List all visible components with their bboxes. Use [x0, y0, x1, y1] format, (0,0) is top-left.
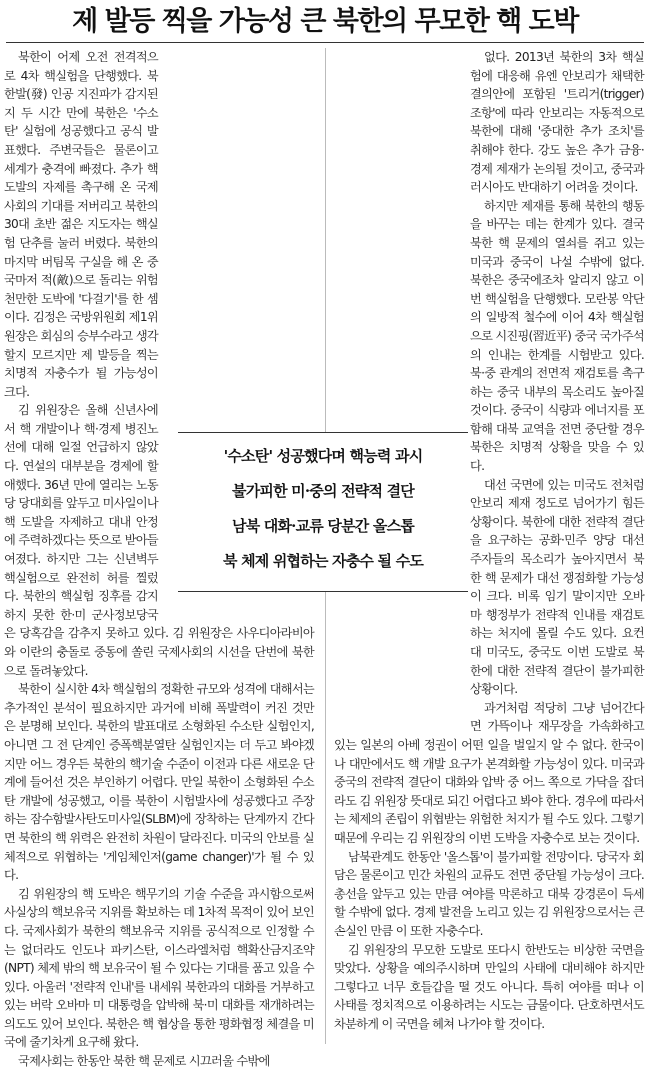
pullquote-box: [178, 432, 468, 592]
paragraph: 김 위원장의 핵 도박은 핵무기의 기술 수준을 과시함으로써 사실상의 핵보유국 지위를 확보하는 데 1차적 목적이 있어 보인다. 국제사회가 북한의 핵보유국 지위를 공식적으로 인정할 수는 없더라도 인도나 파키스탄, 이스라엘처럼 핵확산금지조약(NPT) 체제 밖의 핵 보유국이 될 수 있다는 기대를 품고 있을 수 있다. 아울러 '전략적 인내'를 내세워 북한과의 대화를 거부하고 있는 버락 오바마 미 대통령을 압박해 북·미 대화를 재개하려는 의도도 있어 보인다. 북한은 핵 협상을 통한 평화협정 체결을 미국에 줄기차게 요구해 왔다.: [4, 886, 314, 1050]
pullquote-line: '수소탄' 성공했다며 핵능력 과시: [223, 447, 423, 465]
paragraph: 대선 국면에 있는 미국도 전처럼 안보리 제재 정도로 넘어가기 힘든 상황이다. 북한에 대한 전략적 결단을 요구하는 공화·민주 양당 대선 주자들의 목소리가 높아지면서 북한 핵 문제가 대선 쟁점화할 가능성이 크다. 비록 임기 말이지만 오바마 행정부가 전략적 인내를 재검토하는 처지에 몰릴 수도 있다. 요컨대 미국도, 중국도 이번 도발로 북한에 대한 전략적 결단이 불가피한 상황이다.: [470, 477, 644, 697]
paragraph: 김 위원장의 무모한 도발로 또다시 한반도는 비상한 국면을 맞았다. 상황을 예의주시하며 만일의 사태에 대비해야 하지만 그렇다고 너무 호들갑을 떨 것도 아니다. 특히 여야를 떠나 이 사태를 정치적으로 이용하려는 시도는 금물이다. 단호하면서도 차분하게 이 국면을 헤쳐 나가야 할 것이다.: [334, 942, 644, 1031]
paragraph: 없다. 2013년 북한의 3차 핵실험에 대응해 유엔 안보리가 채택한 결의안에 포함된 '트리거(trigger) 조항'에 따라 안보리는 자동적으로 북한에 대해 '중대한 추가 조치'를 취해야 한다. 강도 높은 추가 금융·경제 제재가 논의될 것이고, 중국과 러시아도 반대하기 어려울 것이다.: [470, 50, 644, 195]
paragraph: 북한이 실시한 4차 핵실험의 정확한 규모와 성격에 대해서는 추가적인 분석이 필요하지만 과거에 비해 폭발력이 커진 것만은 분명해 보인다. 북한의 발표대로 소형화된 수소탄 실험인지, 아니면 그 전 단계인 증폭핵분열탄 실험인지는 더 두고 봐야겠지만 어느 경우든 북한의 핵기술 수준이 이전과 다른 새로운 단계에 들어선 것은 부인하기 어렵다. 만일 북한이 소형화된 수소탄 개발에 성공했고, 이를 북한이 시험발사에 성공했다고 주장하는 잠수함발사탄도미사일(SLBM)에 장착하는 단계까지 간다면 북한의 핵 위력은 완전히 차원이 달라진다. 미국의 안보를 실체적으로 위협하는 '게임체인저(game changer)'가 될 수 있다.: [4, 682, 314, 883]
paragraph: 과거처럼 적당히 그냥 넘어간다면 가뜩이나 재무장을 가속화하고 있는 일본의 아베 정권이 어떤 일을 벌일지 알 수 없다. 한국이나 대만에서도 핵 개발 요구가 본격화할 가능성이 있다. 미국과 중국의 전략적 결단이 대화와 압박 중 어느 쪽으로 가닥을 잡더라도 김 위원장 뜻대로 되긴 어렵다고 봐야 한다. 경우에 따라서는 체제의 존립이 위협받는 위험한 처지가 될 수도 있다. 그렇기 때문에 우리는 김 위원장의 이번 도박을 자충수로 보는 것이다.: [334, 700, 644, 845]
paragraph: 국제사회는 한동안 북한 핵 문제로 시끄러울 수밖에: [18, 1054, 270, 1069]
pullquote-line: 북 체제 위협하는 자충수 될 수도: [222, 552, 424, 570]
headline: 제 발등 찍을 가능성 큰 북한의 무모한 핵 도박: [72, 6, 578, 37]
pullquote-line: 불가피한 미·중의 전략적 결단: [232, 482, 414, 500]
paragraph: 하지만 제재를 통해 북한의 행동을 바꾸는 데는 한계가 있다. 결국 북한 핵 문제의 열쇠를 쥐고 있는 미국과 중국이 나설 수밖에 없다. 북한은 중국에조차 알리지 않고 이번 핵실험을 단행했다. 모란봉 악단의 일방적 철수에 이어 4차 핵실험으로 시진핑(習近平) 중국 국가주석의 인내는 한계를 시험받고 있다. 북·중 관계의 전면적 재검토를 촉구하는 중국 내부의 목소리도 높아질 것이다. 중국이 식량과 에너지를 포함해 대북 교역을 전면 중단할 경우 북한은 치명적 상황을 맞을 수 있다.: [470, 198, 644, 474]
paragraph: 남북관계도 한동안 '올스톱'이 불가피할 전망이다. 당국자 회담은 물론이고 민간 차원의 교류도 전면 중단될 가능성이 크다. 총선을 앞두고 있는 만큼 여야를 막론하고 대북 강경론이 득세할 수밖에 없다. 경제 발전을 노리고 있는 김 위원장으로서는 큰 손실인 만큼 이 또한 자충수다.: [334, 849, 644, 938]
pullquote-line: 남북 대화·교류 당분간 올스톱: [232, 517, 414, 535]
paragraph: 북한이 어제 오전 전격적으로 4차 핵실험을 단행했다. 북한발(發) 인공 지진파가 감지된 지 두 시간 만에 북한은 '수소탄' 실험에 성공했다고 공식 발표했다. 주변국들은 물론이고 세계가 충격에 빠졌다. 추가 핵 도발의 자제를 촉구해 온 국제사회의 기대를 저버리고 북한의 30대 초반 젊은 지도자는 핵실험 단추를 눌러 버렸다. 북한의 마지막 버팀목 구실을 해 온 중국마저 적(敵)으로 돌리는 위험천만한 도박에 '다걸기'를 한 셈이다. 김정은 국방위원회 제1위원장은 회심의 승부수라고 생각할지 모르지만 제 발등을 찍는 치명적 자충수가 될 가능성이 크다.: [4, 50, 158, 399]
headline-rule: [6, 42, 644, 43]
paragraph: 김 위원장은 올해 신년사에서 핵 개발이나 핵·경제 병진노선에 대해 일절 언급하지 않았다. 연설의 대부분을 경제에 할애했다. 36년 만에 열리는 노동당 당대회를 앞두고 미사일이나 핵 도발을 자제하고 대내 안정에 주력하겠다는 뜻으로 받아들여졌다. 하지만 그는 신년벽두 핵실험으로 완전히 허를 찔렀다. 북한의 핵실험 징후를 감지하지 못한 한·미 군사정보당국은 당혹감을 감추지 못하고 있다. 김 위원장은 사우디아라비아와 이란의 충돌로 중동에 쏠린 국제사회의 시선을 단번에 북한으로 돌려놓았다.: [4, 403, 314, 678]
